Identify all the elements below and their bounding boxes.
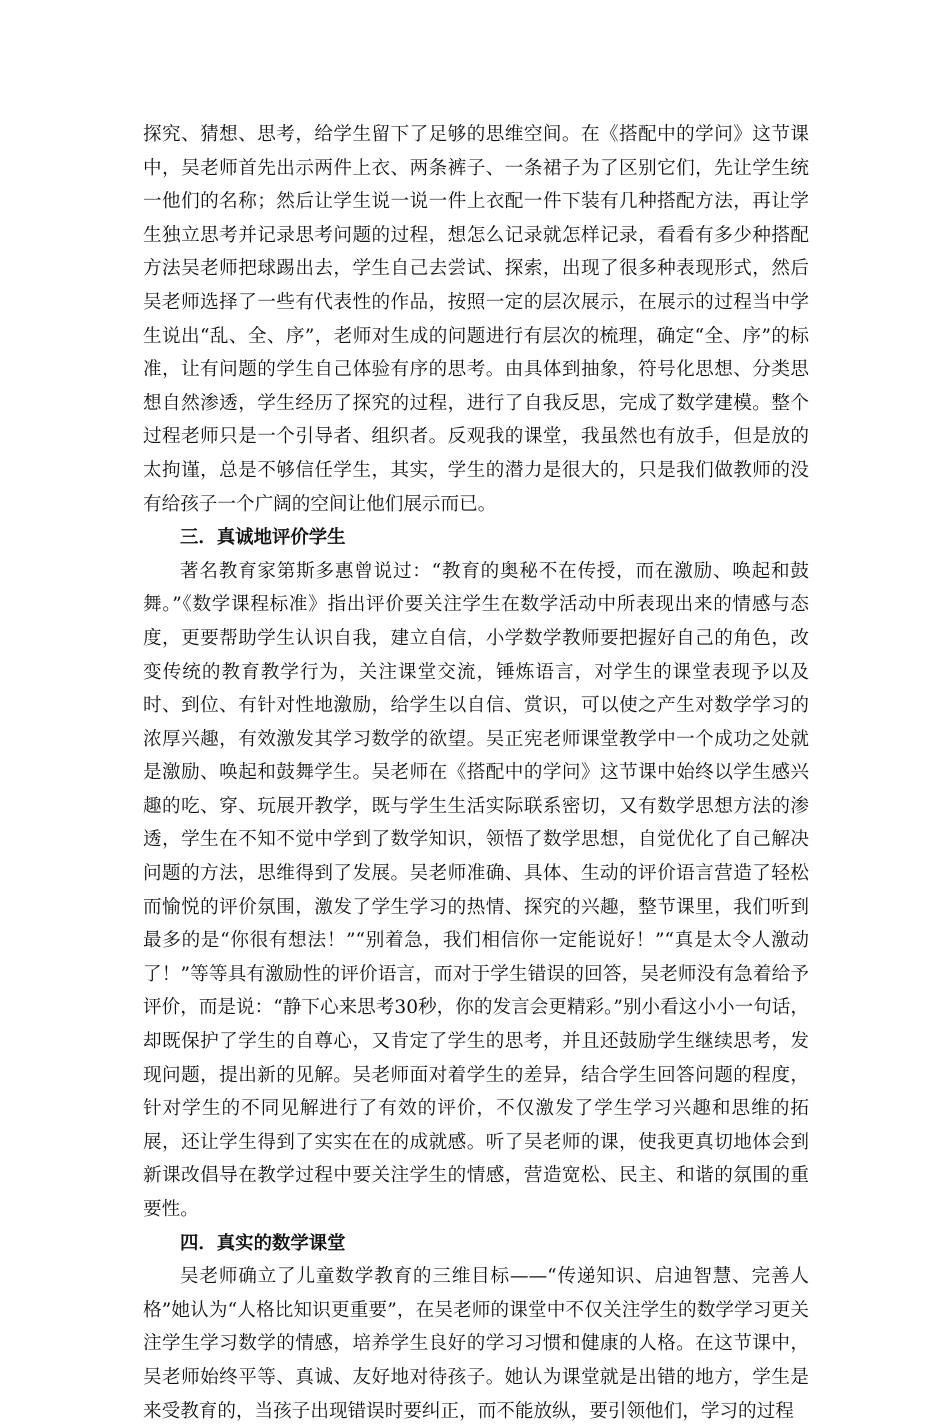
section-heading-4: 四．真实的数学课堂 (180, 1232, 346, 1254)
paragraph-section-3: 著名教育家第斯多惠曾说过：“教育的奥秘不在传授，而在激励、唤起和鼓舞。”《数学课程标准》指出评价要关注学生在数学活动中所表现出来的情感与态度，更要帮助学生认识自我，建立自信，小学数学教师要把握好自己的角色，改变传统的教育教学行为，关注课堂交流，锤炼语言，对学生的课堂表现予以及时、到位、有针对性地激励，给学生以自信、赏识，可以使之产生对数学学习的浓厚兴趣，有效激发其学习数学的欲望。吴正宪老师课堂教学中一个成功之处就是激励、唤起和鼓舞学生。吴老师在《搭配中的学问》这节课中始终以学生感兴趣的吃、穿、玩展开教学，既与学生生活实际联系密切，又有数学思想方法的渗透，学生在不知不觉中学到了数学知识，领悟了数学思想，自觉优化了自己解决问题的方法，思维得到了发展。吴老师准确、具体、生动的评价语言营造了轻松而愉悦的评价氛围，激发了学生学习的热情、探究的兴趣，整节课里，我们听到最多的是“你很有想法！”“别着急，我们相信你一定能说好！”“真是太令人激动了！”等等具有激励性的评价语言，而对于学生错误的回答，吴老师没有急着给予评价，而是说：“静下心来思考30秒，你的发言会更精彩。”别小看这小小一句话，却既保护了学生的自尊心，又肯定了学生的思考，并且还鼓励学生继续思考，发现问题，提出新的见解。吴老师面对着学生的差异，结合学生回答问题的程度，针对学生的不同见解进行了有效的评价，不仅激发了学生学习兴趣和思维的拓展，还让学生得到了实实在在的成就感。听了吴老师的课，使我更真切地体会到新课改倡导在教学过程中要关注学生的情感，营造宽松、民主、和谐的氛围的重要性。 (143, 560, 809, 1220)
section-heading-3: 三．真诚地评价学生 (180, 527, 346, 549)
paragraph-continued: 探究、猜想、思考，给学生留下了足够的思维空间。在《搭配中的学问》这节课中，吴老师首先出示两件上衣、两条裤子、一条裙子为了区别它们，先让学生统一他们的名称；然后让学生说一说一件上衣配一件下装有几种搭配方法，再让学生独立思考并记录思考问题的过程，想怎么记录就怎样记录，看看有多少种搭配方法吴老师把球踢出去，学生自己去尝试、探索，出现了很多种表现形式，然后吴老师选择了一些有代表性的作品，按照一定的层次展示，在展示的过程当中学生说出“乱、全、序”，老师对生成的问题进行有层次的梳理，确定“全、序”的标准，让有问题的学生自己体验有序的思考。由具体到抽象，符号化思想、分类思想自然渗透，学生经历了探究的过程，进行了自我反思，完成了数学建模。整个过程老师只是一个引导者、组织者。反观我的课堂，我虽然也有放手，但是放的太拘谨，总是不够信任学生，其实，学生的潜力是很大的，只是我们做教师的没有给孩子一个广阔的空间让他们展示而已。 (143, 124, 809, 515)
document-body (143, 118, 809, 1428)
paragraph-section-4: 吴老师确立了儿童数学教育的三维目标——“传递知识、启迪智慧、完善人格”她认为“人格比知识更重要”，在吴老师的课堂中不仅关注学生的数学学习更关注学生学习数学的情感，培养学生良好的学习习惯和健康的人格。在这节课中，吴老师始终平等、真诚、友好地对待孩子。她认为课堂就是出错的地方，学生是来受教育的，当孩子出现错误时要纠正，而不能放纵，要引领他们，学习的过程 (143, 1266, 809, 1422)
